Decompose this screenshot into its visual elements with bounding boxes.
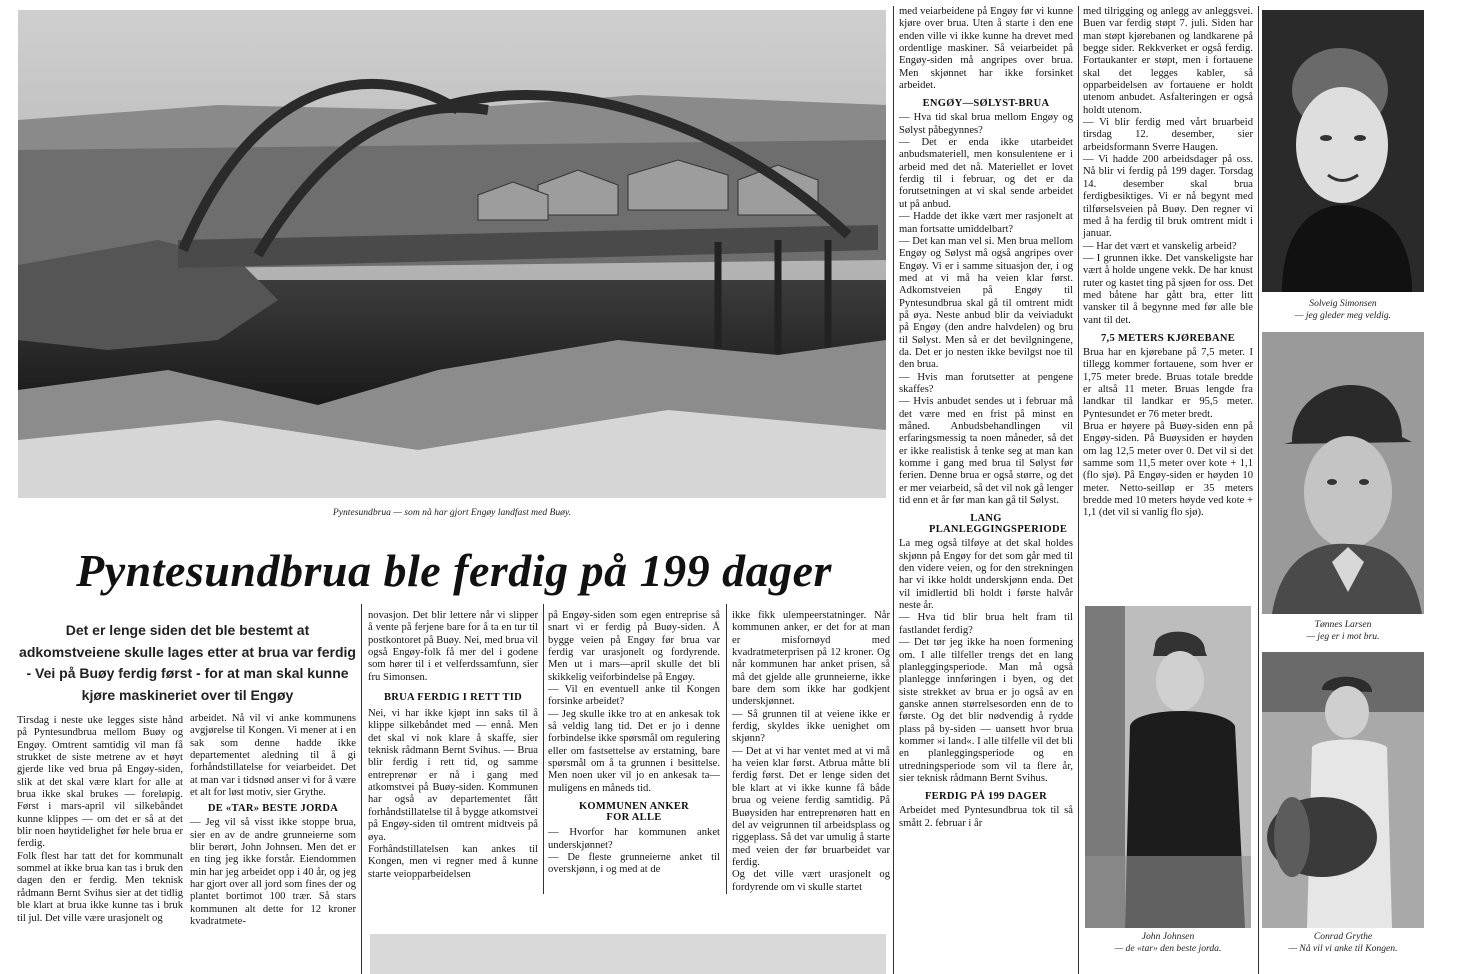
column-2-bottom: — Jeg vil så visst ikke stoppe brua, sier en av de andre grunneierne som blir berørt, John Johnsen. Men det er en ting jeg ikke forstår. Eiendommen min har jeg arbeidet opp i 40 år, og jeg har gjort over all jord som fines der og plantet bortimot 100 trær. Så stars kommunen alt dette for 12 kroner kvadratmete- bbox=[190, 817, 356, 928]
column-6-end: Arbeidet med Pyntesundbrua tok til så smått 2. februar i år bbox=[899, 805, 1073, 829]
column-2 bbox=[190, 713, 356, 929]
subheading-engoy-solyst: ENGØY—SØLYST-BRUA bbox=[922, 98, 1050, 110]
column-1: Tirsdag i neste uke legges siste hånd på Pyntesundbrua mellom Buøy og Engøy. Omtrent samtidig vil man få strukket de siste metrene av et høyt gjerde like ved brua på Engøy-siden, slik at det skal være klart for alle at brua ikke skal brukes — foreløpig. Først i mars-april vil silkebåndet kunne klippes — om det er så at det blir noen høytidelighet før hele brua er ferdig. Folk flest har tatt det for kommunalt sommel at ikke brua kan tas i bruk den dagen den er ferdig. Men teknisk rådmann Bernt Svihus sier at det tidlig ble klart at brua ikke kunne tas i bruk til jul. Det ville være urasjonelt og bbox=[17, 715, 183, 924]
headline: Pyntesundbrua ble ferdig på 199 dager bbox=[76, 545, 832, 596]
column-6-top: med veiarbeidene på Engøy før vi kunne kjøre over brua. Uten å starte i den ene enden ville vi ikke kunne ha drevet med ordentlige maskiner. Så veiarbeidet på Engøy-siden må angripes over brua. Men skjønnet har ikke forsinket arbeidet. bbox=[899, 6, 1073, 92]
column-7 bbox=[1083, 6, 1253, 520]
bottom-image-edge bbox=[370, 934, 886, 974]
column-3-bottom: Nei, vi har ikke kjøpt inn saks til å klippe silkebåndet med — ennå. Men det skal vi nok klare å skaffe, sier teknisk rådmann Bernt Svihus. — Brua blir ferdig i rett tid, og samme entreprenør er nå i gang med atkomstvei på Buøy-siden. Kommunen har også av departementet fått forhåndstillatelse til å bygge atkomstvei på Engøy-siden til omtrent midtveis på øya. Forhåndstillatelsen kan ankes til Kongen, men vi regner med å kunne starte veiopparbeidelsen bbox=[368, 708, 538, 880]
caption-larsen: Tønnes Larsen — jeg er i mot bru. bbox=[1306, 619, 1380, 642]
column-6-mid: — Hva tid skal brua mellom Engøy og Sølyst påbegynnes? — Det er enda ikke utarbeidet anbudsmateriell, men konsulentene er i arbeid med det nå. Materiellet er lovet ferdig til i februar, og det er da forutsetningen at vi skal sende arbeidet ut på anbud. — Hadde det ikke vært mer rasjonelt at man fortsatte umiddelbart? — Det kan man vel si. Men brua mellom Engøy og Sølyst må også angripes over Engøy. Vi er i samme situasjon der, i og med at vi må ha veien klar først. Adkomstveien på Engøy til Pyntesundbrua skal gå til omtrent midt på øya. Neste anbud blir da veiviadukt på Engøy (den andre halvdelen) og bru til Sølyst. Men så er det bevilgningene, da. Det er jo nesten ikke bevilgst noe til den brua. — Hvis man forutsetter at pengene skaffes? — Hvis anbudet sendes ut i februar må det være med en frist på minst en måned. Anbudsbehandlingen vil erfaringsmessig ta noen måneder, så det er ikke realistisk å tenke seg at man kan komme i gang med brua til Sølyst før ferien. Denne brua er også større, og det er mer veiarbeid, så det vil nok gå lenger tid enn et år før man kan gå til Sølyst. bbox=[899, 112, 1073, 507]
column-5: ikke fikk ulempeerstatninger. Når kommunen anker, er det for at man er misfornøyd med kvadratmeterprisen på 12 kroner. Og når kommunen har anket prisen, så må det gjelde alle grunneierne, ikke bare dem som ikke har godkjent underskjønnet. — Så grunnen til at veiene ikke er ferdig, skyldes ikke uenighet om skjønn? — Det at vi har ventet med at vi må ha veien klar først. Atbrua måtte bli ferdig først. Det er lenge siden det ble klart at vi ikke kunne få både brua og veiene ferdig samtidig. På Buøysiden har entreprenøren hatt en del av veigrunnen til arbeidsplass og riggeplass. Så det var umulig å starte med veien der før bruarbeidet var ferdig. Og det ville vært urasjonelt og fordyrende om vi skulle startet bbox=[732, 610, 890, 893]
column-2-top: arbeidet. Nå vil vi anke kommunens avgjørelse til Kongen. Vi mener at i en sak som denne hadde ikke departementet aledning til å gi forhåndstillatelse for veiarbeidet. Det at man var i tidsnød anser vi for å være et alt for løst motiv, sier Grythe. bbox=[190, 713, 356, 799]
column-7-bottom: Brua har en kjørebane på 7,5 meter. I tillegg kommer fortauene, som hver er 1,75 meter brede. Bruas totale bredde er altså 11 meter. Bruas lengde fra landkar til landkar er 95,5 meter. Pyntesundet er 76 meter bredt. Brua er høyere på Buøy-siden enn på Engøy-siden. På Buøysiden er høyden om lag 12,5 meter over 0. Det vil si det samme som 11,5 meter over kote + 1,1 (flo sjø). På Engøy-siden er høyden 10 meter. Netto-seilløp er 35 meters bredde med 10 meters høyde ved kote + 1,1 (det vil si vanlig flo sjø). bbox=[1083, 346, 1253, 519]
photo-caption: Pyntesundbrua — som nå har gjort Engøy landfast med Buøy. bbox=[332, 507, 572, 518]
portrait-johnsen bbox=[1085, 606, 1251, 928]
column-3 bbox=[368, 610, 538, 881]
subheading-lang-planlegging: LANG PLANLEGGINGSPERIODE bbox=[929, 513, 1068, 536]
portrait-larsen bbox=[1262, 332, 1424, 614]
lead-paragraph: Det er lenge siden det ble bestemt at adkomstveiene skulle lages etter at brua var ferdig - Vei på Buøy ferdig først - for at man skal kunne kjøre maskineriet over til Engøy bbox=[19, 622, 356, 704]
column-4-bottom: — Hvorfor har kommunen anket underskjønnet? — De fleste grunneierne anket til overskjønn, i og med at de bbox=[548, 827, 720, 876]
column-6 bbox=[899, 6, 1073, 830]
caption-simonsen: Solveig Simonsen — jeg gleder meg veldig. bbox=[1294, 298, 1392, 321]
subheading-de-tar-beste-jorda: DE «TAR» BESTE JORDA bbox=[207, 803, 339, 815]
subheading-ferdig-199: FERDIG PÅ 199 DAGER bbox=[924, 791, 1048, 803]
subheading-kommunen-anker: KOMMUNEN ANKER FOR ALLE bbox=[578, 801, 690, 824]
column-4 bbox=[548, 610, 720, 877]
column-7-top: med tilrigging og anlegg av anleggsvei. Buen var ferdig støpt 7. juli. Siden har man støpt kjørebanen og landkarene på begge sider. Rekkverket er også ferdig. Fortaukanter er støpt, men i fortauene skal det legges kabler, så opparbeidelsen av fortauene er holdt utenom anbudet. Asfalteringen er også holdt utenom. — Vi blir ferdig med vårt bruarbeid tirsdag 12. desember, sier arbeidsformann Sverre Haugen. — Vi hadde 200 arbeidsdager på oss. Nå blir vi ferdig på 199 dager. Torsdag 14. desember skal brua ferdigbesiktiges. Vi er nå begynt med tilførselsveien på Buøy. Den regner vi med å ha ferdig til bruk omtrent midt i januar. — Har det vært et vanskelig arbeid? — I grunnen ikke. Det vanskeligste har vært å holde ungene vekk. De har knust ruter og kastet ting på sjøen for oss. Det med båtene har gått bra, etter litt vansker til å begynne med før alle ble vant til det. bbox=[1083, 6, 1253, 326]
column-6-low: La meg også tilføye at det skal holdes skjønn på Engøy for det som går med til den videre veien, og for den strekningen har vi ikke holdt underskjønn enda. Det vil imidlertid bli holdt i første halvår neste år. — Hva tid blir brua helt fram til fastlandet ferdig? — Det tør jeg ikke ha noen formening om. I alle tilfeller trengs det en lang planleggingsperiode. Man må også planlegge innføringen i byen, og det siste strekket av brua er jo også av en ganske annen størrelsesorden enn de to første. Og det blir nødvendig å rydde plass på by-siden — uansett hvor brua kommer »i land«. I alle tilfelle vil det bli en planleggingsperiode og en utredningsperiode som vil ta flere år, sier teknisk rådmann Bernt Svihus. bbox=[899, 538, 1073, 784]
caption-grythe: Conrad Grythe — Nå vil vi anke til Kongen. bbox=[1288, 931, 1398, 954]
portrait-simonsen bbox=[1262, 10, 1424, 292]
column-3-top: novasjon. Det blir lettere når vi slipper å vente på ferjene bare for å ta en tur til postkontoret på Buøy. Nei, med brua vil også Engøy-folk få mer del i godene som hører til i et velferdssamfunn, sier fru Simonsen. bbox=[368, 610, 538, 683]
caption-johnsen: John Johnsen — de «tar» den beste jorda. bbox=[1114, 931, 1222, 954]
subheading-kjorebane: 7,5 METERS KJØREBANE bbox=[1100, 332, 1236, 344]
portrait-grythe bbox=[1262, 652, 1424, 928]
column-4-top: på Engøy-siden som egen entreprise så snart vi er ferdig på Buøy-siden. Å bygge veien på Engøy før brua var ferdig var urasjonelt og fordyrende. Men ut i mars—april skulle det bli skikkelig veiforbindelse på Engøy. — Vil en eventuell anke til Kongen forsinke arbeidet? — Jeg skulle ikke tro at en ankesak tok så veldig lang tid. Det er jo i denne forbindelse ikke spørsmål om regulering eller om fastsettelse av erstatning, bare spørsmål om å ta grunnen i besittelse. Men noen uker vil jo en ankesak ta— muligens en måneds tid. bbox=[548, 610, 720, 794]
subheading-brua-ferdig: BRUA FERDIG I RETT TID bbox=[383, 692, 523, 704]
bridge-photo bbox=[18, 10, 886, 498]
